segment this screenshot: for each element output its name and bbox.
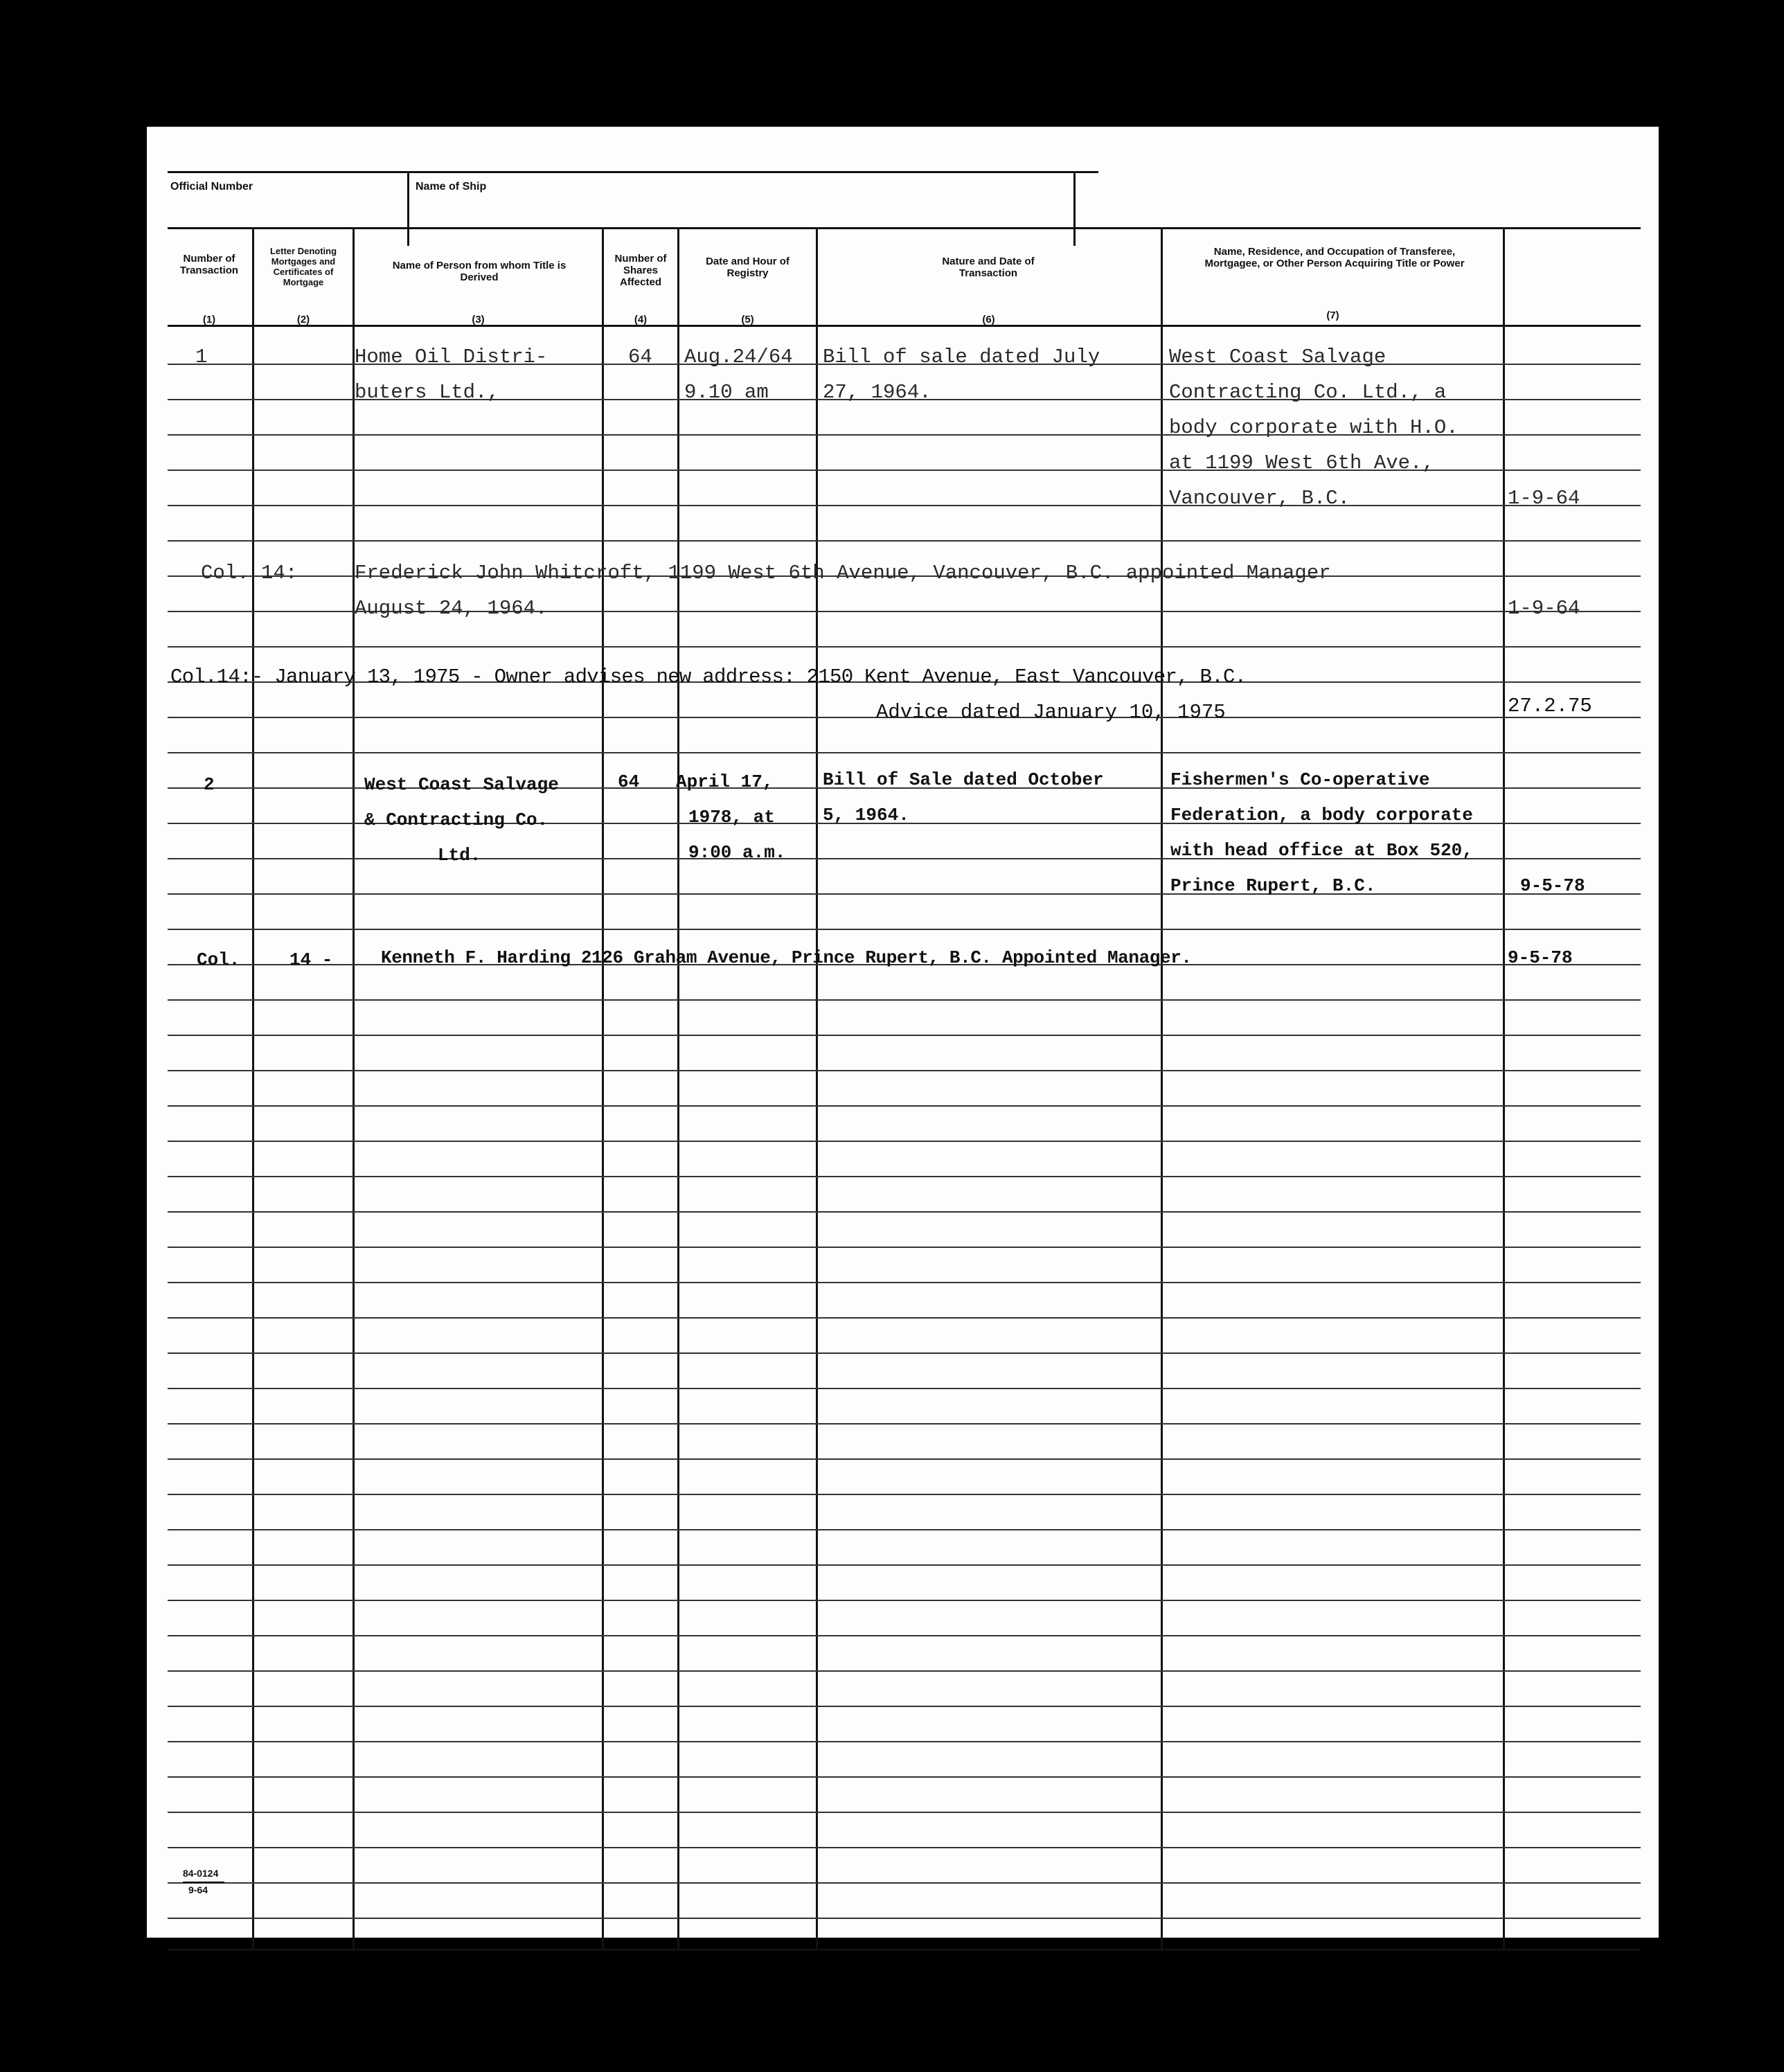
col-divider-1	[252, 227, 254, 1949]
col-divider-2	[353, 227, 355, 1949]
entry-1-from-line-2: buters Ltd.,	[355, 381, 499, 404]
entry-2-margin-date: 9-5-78	[1520, 875, 1585, 896]
rule-line	[168, 1458, 1641, 1460]
col2-number: (2)	[296, 314, 310, 325]
rule-line	[168, 1564, 1641, 1566]
rule-line	[168, 1423, 1641, 1424]
entry-1-to-line-5: Vancouver, B.C.	[1169, 487, 1350, 510]
entry-2-from-line-3: Ltd.	[438, 845, 481, 866]
entry-1-from-line-1: Home Oil Distri-	[355, 346, 548, 368]
entry-2-date-line-2: 1978, at	[688, 807, 775, 828]
note-3-text: Kenneth F. Harding 2126 Graham Avenue, Prince Rupert, B.C. Appointed Manager.	[381, 947, 1192, 968]
rule-line	[168, 1211, 1641, 1213]
col-divider-6	[1161, 227, 1163, 1949]
register-bottom-rule	[168, 1949, 1641, 1951]
rule-line	[168, 1176, 1641, 1177]
rule-line	[168, 999, 1641, 1001]
rule-line	[168, 1600, 1641, 1601]
col-divider-5	[816, 227, 818, 1949]
entry-2-to-line-1: Fishermen's Co-operative	[1170, 769, 1430, 790]
rule-line	[168, 1282, 1641, 1283]
rule-line	[168, 1352, 1641, 1354]
note-3-margin-date: 9-5-78	[1508, 947, 1573, 968]
rule-line	[168, 1529, 1641, 1530]
entry-2-from-line-1: West Coast Salvage	[364, 774, 559, 795]
rule-line	[168, 929, 1641, 930]
entry-2-to-line-4: Prince Rupert, B.C.	[1170, 875, 1376, 896]
entry-1-date-line-2: 9.10 am	[684, 381, 769, 404]
form-date: 9-64	[188, 1884, 208, 1895]
rule-line	[168, 540, 1641, 542]
rule-line	[168, 1494, 1641, 1495]
rule-line	[168, 1918, 1641, 1919]
entry-1-number: 1	[195, 346, 208, 368]
col6-header: Nature and Date of Transaction	[942, 256, 1035, 279]
note-2-line-1: Col.14:- January 13, 1975 - Owner advises new address: 2150 Kent Avenue, East Vancouver, B.C.	[170, 666, 1247, 688]
entry-1-nature-line-1: Bill of sale dated July	[823, 346, 1100, 368]
official-number-label: Official Number	[170, 181, 253, 193]
col6-number: (6)	[982, 314, 995, 325]
rule-line	[168, 1035, 1641, 1036]
rule-line	[168, 1776, 1641, 1778]
entry-1-to-line-1: West Coast Salvage	[1169, 346, 1386, 368]
note-2-line-2: Advice dated January 10, 1975	[876, 701, 1226, 724]
col5-number: (5)	[741, 314, 754, 325]
note-1-line-1: Frederick John Whitcroft, 1199 West 6th Avenue, Vancouver, B.C. appointed Manager	[355, 562, 1331, 584]
col4-header: Number of Shares Affected	[614, 253, 667, 288]
header-right-edge	[1073, 171, 1076, 246]
rule-line	[168, 1847, 1641, 1848]
header-divider	[407, 171, 409, 246]
form-number-rule	[183, 1882, 224, 1883]
entry-2-nature-line-2: 5, 1964.	[823, 805, 909, 825]
note-1-label: Col. 14:	[201, 562, 298, 584]
rule-line	[168, 1882, 1641, 1884]
entry-2-from-line-2: & Contracting Co.	[364, 810, 548, 830]
rule-line	[168, 1317, 1641, 1319]
entry-2-shares: 64	[618, 771, 640, 792]
note-1-margin-date: 1-9-64	[1508, 597, 1580, 620]
col-divider-7	[1503, 227, 1505, 1949]
rule-line	[168, 752, 1641, 753]
note-2-margin-date: 27.2.75	[1508, 695, 1592, 717]
col3-header: Name of Person from whom Title is Derived	[392, 260, 567, 283]
rule-line	[168, 1388, 1641, 1389]
rule-line	[168, 1635, 1641, 1636]
register-page	[147, 127, 1659, 1938]
col1-number: (1)	[202, 314, 216, 325]
entry-1-to-line-2: Contracting Co. Ltd., a	[1169, 381, 1447, 404]
entry-2-to-line-3: with head office at Box 520,	[1170, 840, 1473, 861]
col1-header: Number of Transaction	[179, 253, 239, 276]
entry-1-to-line-4: at 1199 West 6th Ave.,	[1169, 452, 1434, 474]
col-divider-4	[677, 227, 679, 1949]
entry-1-shares: 64	[628, 346, 652, 368]
entry-1-margin-date: 1-9-64	[1508, 487, 1580, 510]
form-code: 84-0124	[183, 1868, 219, 1879]
rule-line	[168, 1105, 1641, 1107]
col-divider-3	[602, 227, 604, 1949]
header-top-rule	[168, 171, 1098, 173]
rule-line	[168, 1670, 1641, 1672]
ship-name-label: Name of Ship	[416, 181, 487, 193]
column-header-top-rule	[168, 227, 1641, 229]
entry-2-number: 2	[204, 774, 215, 795]
rule-line	[168, 1070, 1641, 1071]
col5-header: Date and Hour of Registry	[706, 256, 790, 279]
col7-number: (7)	[1326, 310, 1339, 321]
entry-2-to-line-2: Federation, a body corporate	[1170, 805, 1473, 825]
rule-line	[168, 1812, 1641, 1813]
col2-header: Letter Denoting Mortgages and Certificates of Mortgage	[269, 246, 337, 287]
rule-line	[168, 646, 1641, 648]
entry-2-nature-line-1: Bill of Sale dated October	[823, 769, 1104, 790]
rule-line	[168, 1706, 1641, 1707]
rule-line	[168, 1141, 1641, 1142]
rule-line	[168, 893, 1641, 895]
entry-1-nature-line-2: 27, 1964.	[823, 381, 931, 404]
note-1-line-2: August 24, 1964.	[355, 597, 548, 620]
rule-line	[168, 1741, 1641, 1742]
entry-1-to-line-3: body corporate with H.O.	[1169, 416, 1459, 439]
rule-line	[168, 1247, 1641, 1248]
entry-2-date-line-1: April 17,	[676, 771, 774, 792]
col7-header: Name, Residence, and Occupation of Transferee, Mortgagee, or Other Person Acquiring Title or Power	[1204, 246, 1465, 269]
note-3-label-b: 14 -	[289, 949, 333, 970]
rule-line	[168, 505, 1641, 506]
entry-1-date-line-1: Aug.24/64	[684, 346, 793, 368]
col4-number: (4)	[634, 314, 648, 325]
entry-2-date-line-3: 9:00 a.m.	[688, 842, 786, 863]
note-3-label-a: Col.	[197, 949, 240, 970]
col3-number: (3)	[472, 314, 485, 325]
